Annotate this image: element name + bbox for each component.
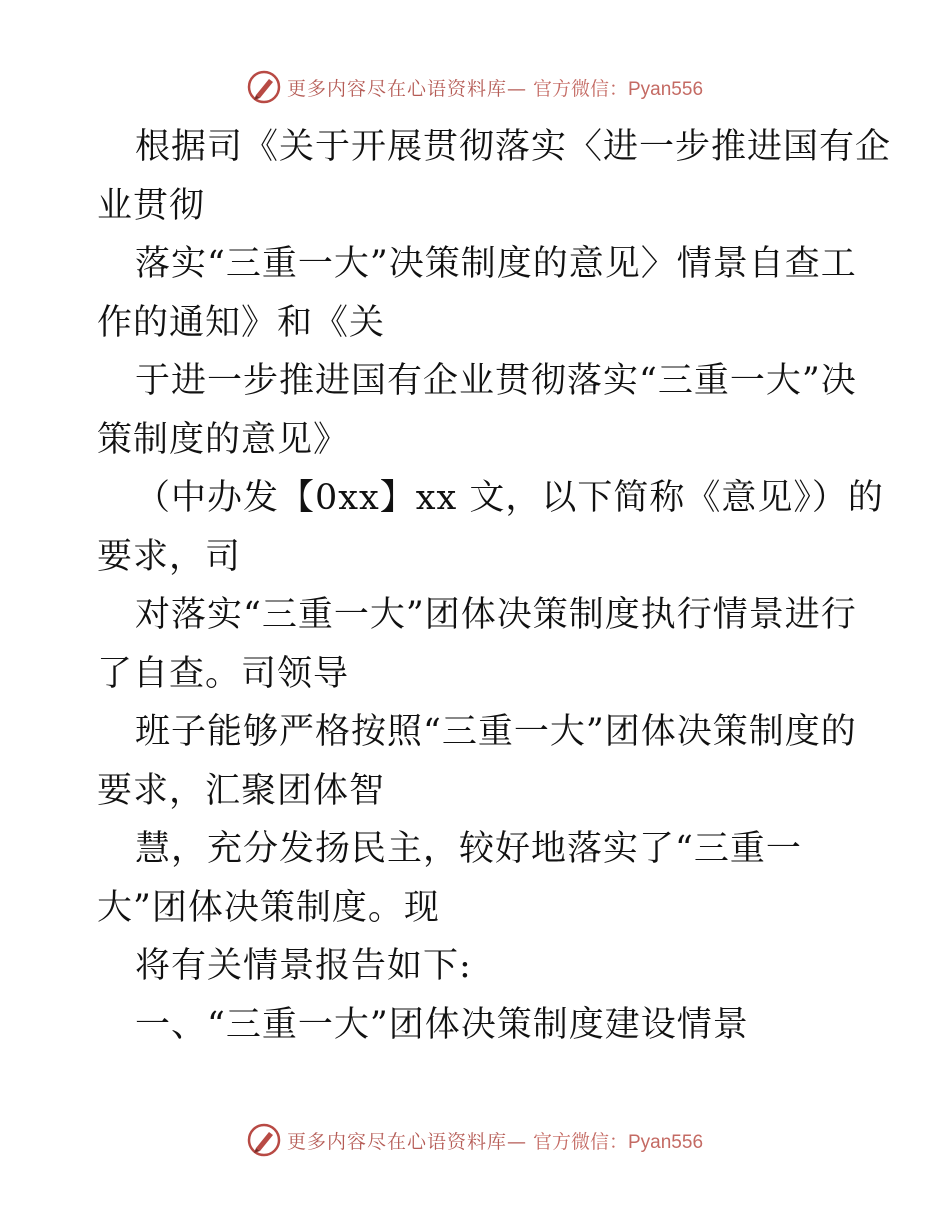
pen-logo-icon [247,70,281,104]
body-line: 于进一步推进国有企业贯彻落实“三重一大”决 [135,361,857,401]
section-heading: 一、“三重一大”团体决策制度建设情景 [135,1004,749,1045]
body-line: 落实“三重一大”决策制度的意见〉情景自查工 [135,244,857,284]
header-slogan: 更多内容尽在心语资料库— [286,77,527,100]
body-line: 了自查。司领导 [97,653,350,694]
body-line: （中办发【0xx】xx 文，以下简称《意见》）的 [135,478,884,518]
footer-banner [0,1123,950,1157]
body-line: 要求，汇聚团体智 [97,770,386,811]
footer-contact: 官方微信：Pyan556 [533,1131,704,1153]
pen-logo-icon [247,1123,281,1157]
body-line: 班子能够严格按照“三重一大”团体决策制度的 [135,712,857,752]
document-body [97,118,892,1054]
body-line: 大”团体决策制度。现 [97,887,440,928]
body-line: 慧，充分发扬民主，较好地落实了“三重一 [135,829,802,869]
footer-slogan: 更多内容尽在心语资料库— [286,1130,527,1153]
body-line: 对落实“三重一大”团体决策制度执行情景进行 [135,595,857,635]
body-line: 作的通知》和《关 [97,302,386,343]
header-contact: 官方微信：Pyan556 [533,78,704,100]
body-line: 策制度的意见》 [97,419,350,460]
body-line: 根据司《关于开展贯彻落实〈进一步推进国有企 [135,127,892,167]
header-banner [0,70,950,104]
body-line: 将有关情景报告如下: [135,946,472,986]
body-line: 要求，司 [97,536,242,577]
body-line: 业贯彻 [97,185,206,226]
